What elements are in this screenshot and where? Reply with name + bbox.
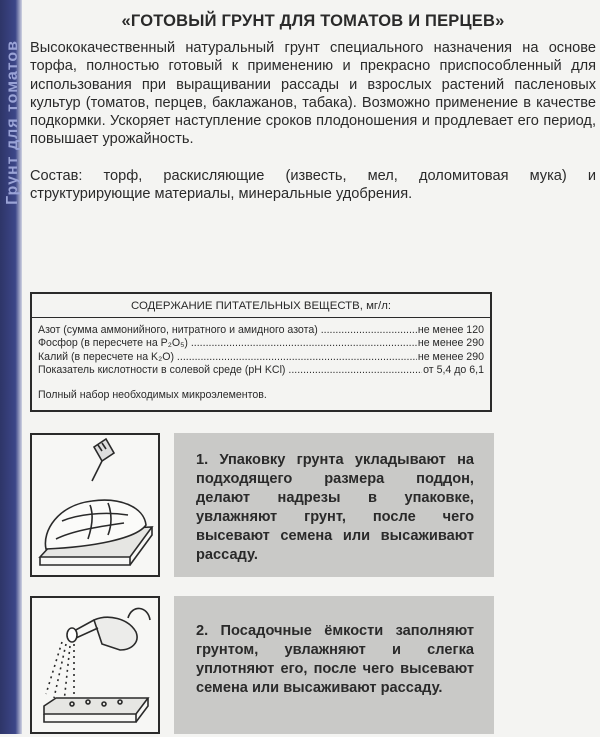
step-2-illustration xyxy=(30,596,160,734)
product-title: «ГОТОВЫЙ ГРУНТ ДЛЯ ТОМАТОВ И ПЕРЦЕВ» xyxy=(121,12,505,30)
nutrient-label: Показатель кислотности в солевой среде (pH KCl) ..... xyxy=(38,364,422,377)
nutrients-title: СОДЕРЖАНИЕ ПИТАТЕЛЬНЫХ ВЕЩЕСТВ, мг/л: xyxy=(32,294,490,318)
nutrient-label: Фосфор (в пересчете на P₂O₅) ..... xyxy=(38,337,417,350)
nutrient-value: от 5,4 до 6,1 xyxy=(423,363,484,376)
nutrients-table xyxy=(30,292,492,412)
nutrient-value: не менее 290 xyxy=(417,337,484,350)
nutrients-footer: Полный набор необходимых микроэлементов. xyxy=(38,389,267,402)
nutrient-value: не менее 290 xyxy=(417,350,484,363)
nutrient-value: не менее 120 xyxy=(417,324,484,337)
nutrient-row xyxy=(38,324,484,337)
package-label xyxy=(30,0,596,696)
nutrient-label: Азот (сумма аммонийного, нитратного и амидного азота) ..... xyxy=(38,324,417,337)
side-label: Грунт для томатов xyxy=(4,40,21,205)
nutrient-row xyxy=(38,364,484,377)
package-side-strip xyxy=(0,0,22,734)
product-description: Высококачественный натуральный грунт специального назначения на основе торфа, полностью готовый к применению и прекрасно приспособленный для использования при выращивании рассады и взрослых растений пасленовых культур (томатов, перцев, баклажанов, табака). Возможно применение в качестве подкормки. Ускоряет наступление сроков плодоношения и продлевает его период, повышает урожайность. xyxy=(30,40,596,148)
step-1-illustration xyxy=(30,433,160,577)
watering-can-icon xyxy=(32,598,158,732)
nutrient-row xyxy=(38,337,484,350)
nutrient-label: Калий (в пересчете на K₂O) ..... xyxy=(38,351,417,364)
step-1-text: 1. Упаковку грунта укладывают на подходящего размера поддон, делают надрезы в упаковке, увлажняют грунт, после чего высевают семена или высаживают рассаду. xyxy=(174,433,494,577)
bag-on-tray-icon xyxy=(32,435,158,575)
step-2-text: 2. Посадочные ёмкости заполняют грунтом, увлажняют и слегка уплотняют его, после чего высевают семена или высаживают рассаду. xyxy=(174,596,494,734)
product-composition: Состав: торф, раскисляющие (известь, мел, доломитовая мука) и структурирующие материалы, минеральные удобрения. xyxy=(30,167,596,203)
nutrient-row xyxy=(38,351,484,364)
